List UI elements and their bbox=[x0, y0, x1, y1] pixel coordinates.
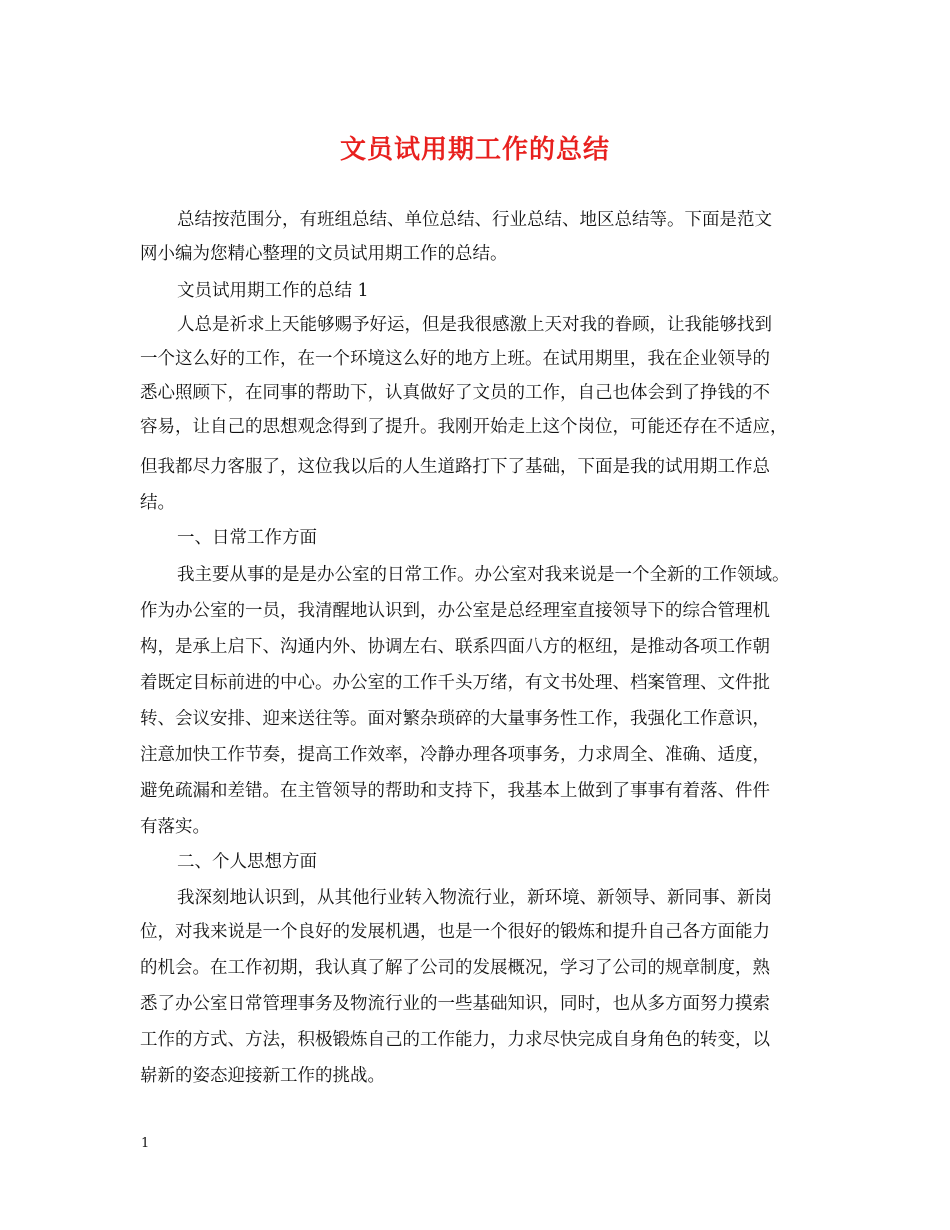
paragraph-line: 的机会。在工作初期，我认真了解了公司的发展概况，学习了公司的规章制度，熟 bbox=[140, 958, 770, 978]
paragraph-line: 工作的方式、方法，积极锻炼自己的工作能力，力求尽快完成自身角色的转变，以 bbox=[140, 1030, 770, 1050]
paragraph-line: 注意加快工作节奏，提高工作效率，冷静办理各项事务，力求周全、准确、适度， bbox=[140, 745, 770, 765]
paragraph-line: 作为办公室的一员，我清醒地认识到，办公室是总经理室直接领导下的综合管理机 bbox=[140, 601, 770, 621]
page-number: 1 bbox=[141, 1136, 150, 1151]
document-title: 文员试用期工作的总结 bbox=[339, 135, 610, 165]
section-heading: 二、个人思想方面 bbox=[177, 852, 317, 872]
paragraph-line: 构，是承上启下、沟通内外、协调左右、联系四面八方的枢纽，是推动各项工作朝 bbox=[140, 637, 770, 657]
paragraph-line: 但我都尽力客服了，这位我以后的人生道路打下了基础，下面是我的试用期工作总 bbox=[140, 457, 770, 477]
paragraph-line: 容易，让自己的思想观念得到了提升。我刚开始走上这个岗位，可能还存在不适应， bbox=[140, 417, 788, 437]
paragraph-line: 避免疏漏和差错。在主管领导的帮助和支持下，我基本上做到了事事有着落、件件 bbox=[140, 781, 770, 801]
paragraph-line: 悉心照顾下，在同事的帮助下，认真做好了文员的工作，自己也体会到了挣钱的不 bbox=[140, 383, 770, 403]
paragraph-line: 网小编为您精心整理的文员试用期工作的总结。 bbox=[140, 244, 508, 264]
paragraph-line: 位，对我来说是一个良好的发展机遇，也是一个很好的锻炼和提升自己各方面能力 bbox=[140, 922, 770, 942]
paragraph-line: 人总是祈求上天能够赐予好运，但是我很感激上天对我的眷顾，让我能够找到 bbox=[177, 315, 772, 335]
section-heading: 文员试用期工作的总结 1 bbox=[177, 281, 369, 301]
paragraph-line: 我深刻地认识到，从其他行业转入物流行业，新环境、新领导、新同事、新岗 bbox=[177, 888, 772, 908]
paragraph-line: 着既定目标前进的中心。办公室的工作千头万绪，有文书处理、档案管理、文件批 bbox=[140, 673, 770, 693]
paragraph-line: 悉了办公室日常管理事务及物流行业的一些基础知识，同时，也从多方面努力摸索 bbox=[140, 994, 770, 1014]
paragraph-line: 总结按范围分，有班组总结、单位总结、行业总结、地区总结等。下面是范文 bbox=[177, 210, 772, 230]
paragraph-line: 我主要从事的是是办公室的日常工作。办公室对我来说是一个全新的工作领域。 bbox=[177, 565, 790, 585]
paragraph-line: 结。 bbox=[140, 493, 175, 513]
paragraph-line: 崭新的姿态迎接新工作的挑战。 bbox=[140, 1066, 385, 1086]
paragraph-line: 转、会议安排、迎来送往等。面对繁杂琐碎的大量事务性工作，我强化工作意识， bbox=[140, 709, 770, 729]
paragraph-line: 一个这么好的工作，在一个环境这么好的地方上班。在试用期里，我在企业领导的 bbox=[140, 349, 770, 369]
paragraph-line: 有落实。 bbox=[140, 817, 210, 837]
section-heading: 一、日常工作方面 bbox=[177, 528, 317, 548]
